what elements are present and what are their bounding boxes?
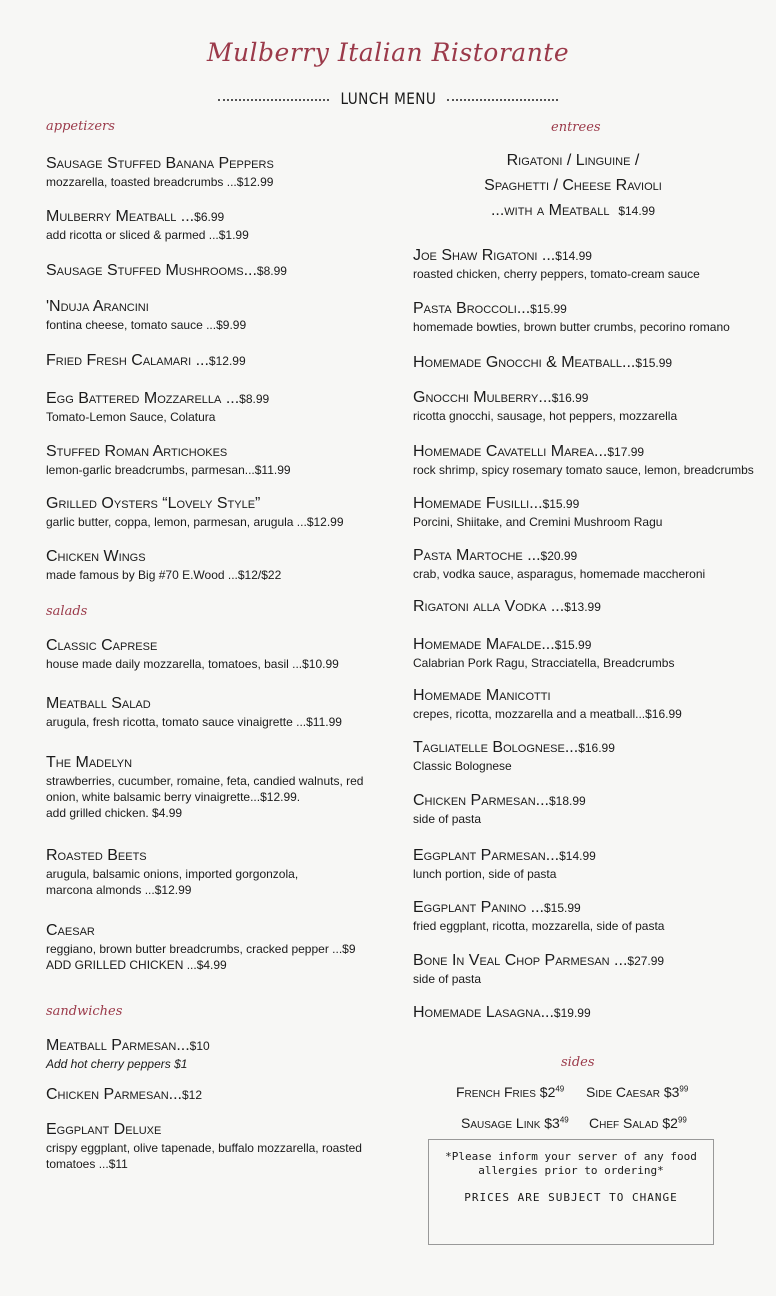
- item-desc: house made daily mozzarella, tomatoes, basil ...$10.99: [46, 657, 339, 671]
- item-name: Fried Fresh Calamari ...: [46, 352, 209, 369]
- item-price: $18.99: [548, 794, 586, 808]
- item-desc: side of pasta: [413, 812, 482, 826]
- sandwiches-heading: sandwiches: [46, 1004, 123, 1019]
- side-item: [586, 1084, 688, 1100]
- menu-item: [46, 154, 274, 190]
- item-name: Eggplant Panino ...: [413, 899, 544, 916]
- item-name: Rigatoni alla Vodka ...: [413, 598, 565, 615]
- menu-item: [46, 1120, 362, 1172]
- item-desc: lemon-garlic breadcrumbs, parmesan...$11.99: [46, 463, 291, 477]
- item-price: $8.99: [256, 264, 287, 278]
- menu-item: [413, 546, 705, 582]
- item-desc: tomatoes ...$11: [46, 1157, 128, 1171]
- featured-line: Spaghetti / Cheese Ravioli: [484, 177, 662, 194]
- item-price: $10: [189, 1039, 210, 1053]
- item-desc: onion, white balsamic berry vinaigrette...$12.99.: [46, 790, 301, 804]
- item-name: Chicken Wings: [46, 548, 146, 565]
- item-desc: ADD GRILLED CHICKEN ...$4.99: [46, 958, 227, 972]
- item-desc: marcona almonds ...$12.99: [46, 883, 192, 897]
- item-price: $6.99: [194, 210, 225, 224]
- item-desc: homemade bowties, brown butter crumbs, pecorino romano: [413, 320, 730, 334]
- item-name: Meatball Parmesan...: [46, 1037, 190, 1054]
- item-name: Roasted Beets: [46, 847, 147, 864]
- item-price: $19.99: [553, 1006, 591, 1020]
- side-name: Side Caesar: [586, 1084, 660, 1100]
- salads-heading: salads: [46, 604, 88, 619]
- menu-item: [46, 389, 269, 425]
- item-price: $13.99: [564, 600, 601, 614]
- menu-item: [413, 1003, 591, 1023]
- menu-item: [46, 846, 298, 898]
- menu-item: [46, 261, 287, 281]
- item-name: Caesar: [46, 922, 95, 939]
- allergy-notice-box: [428, 1139, 714, 1245]
- item-name: Homemade Fusilli...: [413, 495, 543, 512]
- item-name: 'Nduja Arancini: [46, 298, 149, 315]
- menu-item: [46, 636, 339, 672]
- menu-item: [413, 299, 730, 335]
- featured-price: $14.99: [618, 204, 656, 218]
- item-price: $8.99: [239, 392, 270, 406]
- menu-subtitle: LUNCH MENU: [340, 88, 436, 108]
- item-name: Stuffed Roman Artichokes: [46, 443, 228, 460]
- item-name: Egg Battered Mozzarella ...: [46, 390, 240, 407]
- appetizers-heading: appetizers: [46, 119, 115, 134]
- item-name: Tagliatelle Bolognese...: [413, 739, 579, 756]
- allergy-notice-line: allergies prior to ordering*: [478, 1164, 664, 1177]
- item-price: $15.99: [530, 302, 567, 316]
- item-name: Eggplant Deluxe: [46, 1121, 162, 1138]
- item-desc: side of pasta: [413, 972, 482, 986]
- side-price: $\$2^{99}$: [662, 1115, 687, 1131]
- item-desc: Add hot cherry peppers $1: [46, 1057, 188, 1071]
- item-price: $15.99: [554, 638, 592, 652]
- side-name: Sausage Link: [461, 1115, 541, 1131]
- menu-item: [46, 1085, 202, 1105]
- item-name: Chicken Parmesan...: [413, 792, 549, 809]
- item-desc: Classic Bolognese: [413, 759, 512, 773]
- side-item: [589, 1115, 687, 1131]
- menu-item: [413, 635, 674, 671]
- item-desc: garlic butter, coppa, lemon, parmesan, arugula ...$12.99: [46, 515, 344, 529]
- menu-item: [413, 597, 601, 617]
- menu-item: [413, 846, 596, 882]
- item-price: $15.99: [542, 497, 580, 511]
- side-name: French Fries: [456, 1084, 536, 1100]
- item-desc: add grilled chicken. $4.99: [46, 806, 183, 820]
- item-price: $12: [181, 1088, 202, 1102]
- item-desc: add ricotta or sliced & parmed ...$1.99: [46, 228, 249, 242]
- item-desc: Calabrian Pork Ragu, Stracciatella, Breadcrumbs: [413, 656, 675, 670]
- menu-item: [46, 297, 246, 333]
- menu-item: [413, 494, 662, 530]
- item-name: Classic Caprese: [46, 637, 158, 654]
- item-desc: mozzarella, toasted breadcrumbs ...$12.99: [46, 175, 274, 189]
- featured-pasta: [413, 148, 733, 224]
- item-desc: fried eggplant, ricotta, mozzarella, side of pasta: [413, 919, 665, 933]
- price-change-notice: PRICES ARE SUBJECT TO CHANGE: [464, 1191, 678, 1204]
- item-desc: crepes, ricotta, mozzarella and a meatball...$16.99: [413, 707, 682, 721]
- menu-item: [46, 921, 356, 973]
- item-desc: arugula, fresh ricotta, tomato sauce vinaigrette ...$11.99: [46, 715, 342, 729]
- menu-item: [46, 753, 363, 821]
- item-name: Bone In Veal Chop Parmesan ...: [413, 952, 628, 969]
- item-name: Eggplant Parmesan...: [413, 847, 560, 864]
- item-price: $14.99: [559, 849, 596, 863]
- item-price: $12.99: [208, 354, 246, 368]
- item-price: $17.99: [607, 445, 645, 459]
- item-desc: arugula, balsamic onions, imported gorgonzola,: [46, 867, 299, 881]
- side-name: Chef Salad: [589, 1115, 659, 1131]
- menu-item: [413, 686, 682, 722]
- item-name: Meatball Salad: [46, 695, 151, 712]
- side-price: $\$3^{99}$: [663, 1084, 689, 1100]
- item-price: $15.99: [543, 901, 581, 915]
- menu-item: [413, 951, 664, 987]
- item-desc: ricotta gnocchi, sausage, hot peppers, mozzarella: [413, 409, 678, 423]
- item-desc: roasted chicken, cherry peppers, tomato-cream sauce: [413, 267, 700, 281]
- item-desc: Porcini, Shiitake, and Cremini Mushroom Ragu: [413, 515, 663, 529]
- item-desc: lunch portion, side of pasta: [413, 867, 557, 881]
- item-price: $14.99: [555, 249, 592, 263]
- menu-item: [413, 442, 754, 478]
- item-name: Homemade Cavatelli Marea...: [413, 443, 608, 460]
- item-name: The Madelyn: [46, 754, 133, 771]
- menu-subtitle-row: [218, 86, 558, 110]
- menu-item: [46, 547, 281, 583]
- item-desc: strawberries, cucumber, romaine, feta, candied walnuts, red: [46, 774, 364, 788]
- item-desc: reggiano, brown butter breadcrumbs, cracked pepper ...$9: [46, 942, 356, 956]
- item-desc: crispy eggplant, olive tapenade, buffalo mozzarella, roasted: [46, 1141, 362, 1155]
- item-desc: made famous by Big #70 E.Wood ...$12/$22: [46, 568, 282, 582]
- side-price: $\$3^{49}$: [544, 1115, 569, 1131]
- item-price: $16.99: [578, 741, 615, 755]
- item-name: Joe Shaw Rigatoni ...: [413, 247, 556, 264]
- restaurant-title: Mulberry Italian Ristorante: [206, 38, 570, 67]
- menu-item: [413, 791, 586, 827]
- menu-item: [413, 388, 677, 424]
- side-price: $\$2^{49}$: [539, 1084, 565, 1100]
- left-dotted-rule: [218, 99, 329, 101]
- item-desc: crab, vodka sauce, asparagus, homemade maccheroni: [413, 567, 706, 581]
- allergy-notice-line: *Please inform your server of any food: [445, 1150, 697, 1163]
- menu-item: [46, 694, 342, 730]
- menu-item: [413, 738, 615, 774]
- item-price: $16.99: [551, 391, 589, 405]
- item-name: Homemade Lasagna...: [413, 1004, 554, 1021]
- menu-item: [413, 898, 664, 934]
- menu-item: [46, 351, 246, 371]
- item-desc: Tomato-Lemon Sauce, Colatura: [46, 410, 216, 424]
- item-desc: rock shrimp, spicy rosemary tomato sauce, lemon, breadcrumbs: [413, 463, 754, 477]
- item-name: Homemade Manicotti: [413, 687, 551, 704]
- item-name: Chicken Parmesan...: [46, 1086, 182, 1103]
- item-price: $15.99: [635, 356, 673, 370]
- item-name: Pasta Broccoli...: [413, 300, 531, 317]
- item-name: Mulberry Meatball ...: [46, 208, 195, 225]
- menu-item: [413, 246, 700, 282]
- featured-line: Rigatoni / Linguine /: [506, 152, 640, 169]
- item-name: Pasta Martoche ...: [413, 547, 541, 564]
- right-dotted-rule: [447, 99, 558, 101]
- entrees-heading: entrees: [551, 120, 601, 135]
- item-name: Grilled Oysters “Lovely Style”: [46, 495, 261, 512]
- item-name: Gnocchi Mulberry...: [413, 389, 552, 406]
- side-item: [456, 1084, 564, 1100]
- menu-item: [46, 1036, 210, 1072]
- menu-item: [46, 442, 291, 478]
- menu-item: [46, 207, 249, 243]
- item-name: Sausage Stuffed Banana Peppers: [46, 155, 274, 172]
- menu-item: [413, 353, 672, 373]
- item-price: $20.99: [540, 549, 578, 563]
- item-name: Sausage Stuffed Mushrooms...: [46, 262, 257, 279]
- menu-item: [46, 494, 344, 530]
- item-name: Homemade Mafalde...: [413, 636, 555, 653]
- sides-heading: sides: [561, 1055, 595, 1070]
- item-price: $27.99: [627, 954, 665, 968]
- item-desc: fontina cheese, tomato sauce ...$9.99: [46, 318, 247, 332]
- item-name: Homemade Gnocchi & Meatball...: [413, 354, 636, 371]
- side-item: [461, 1115, 569, 1131]
- featured-line: ...with a Meatball: [490, 202, 610, 219]
